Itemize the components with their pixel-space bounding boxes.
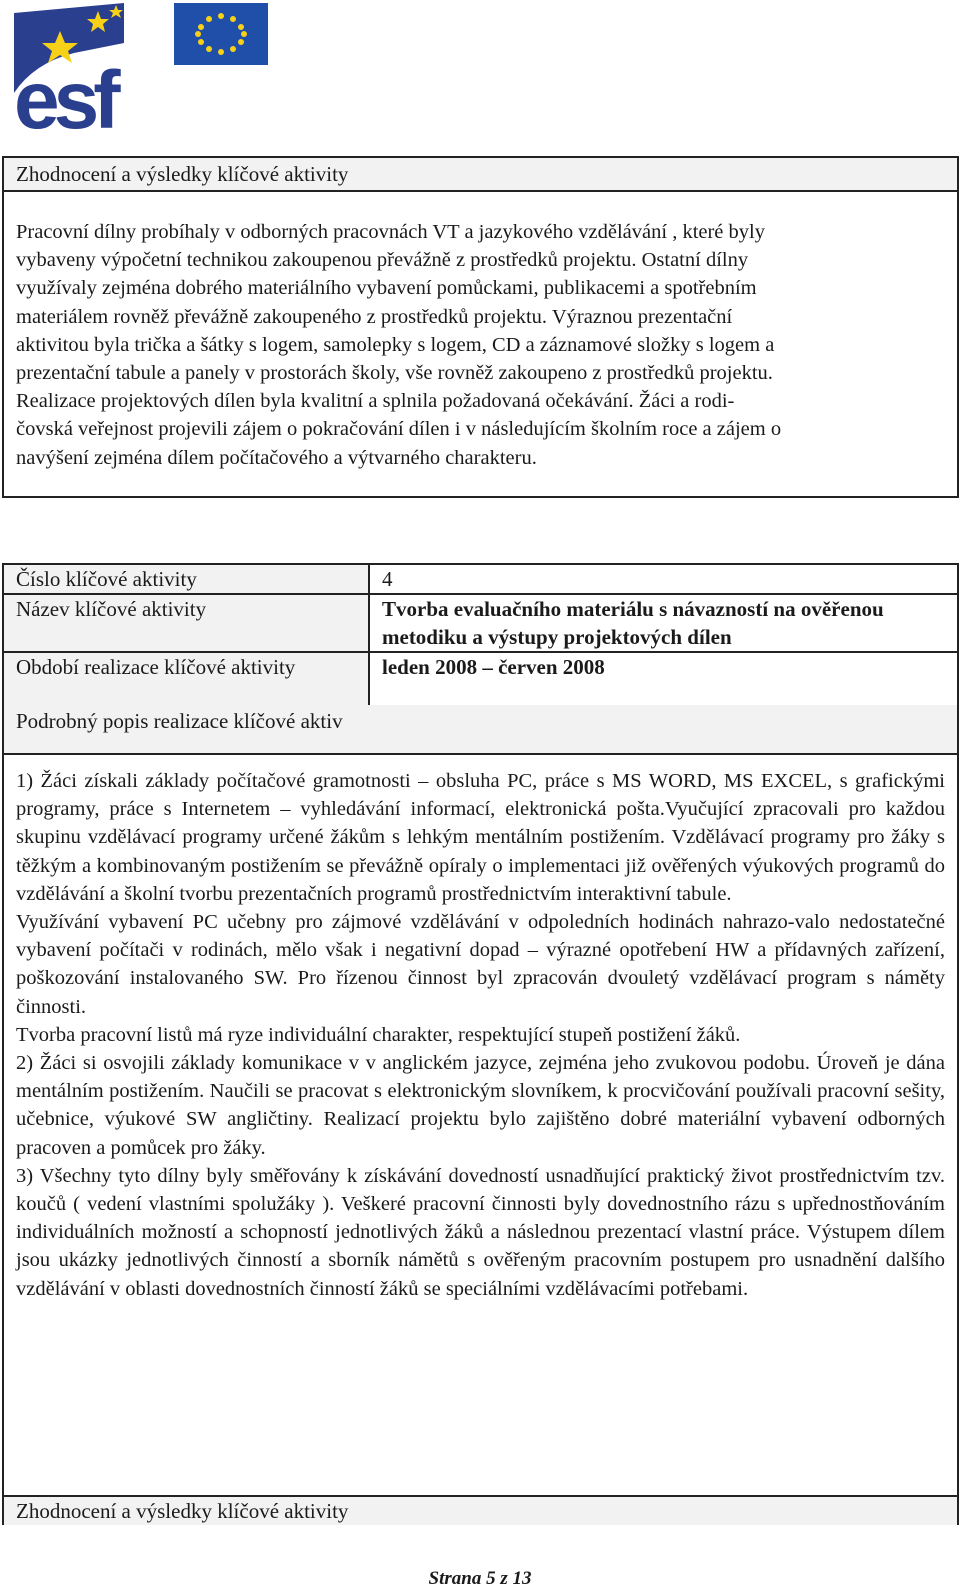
activity-period-label: Období realizace klíčové aktivity — [4, 653, 370, 707]
paragraph: 1) Žáci získali základy počítačové gramotnosti – obsluha PC, práce s MS WORD, MS EXCEL, s grafickými programy, práce s Internetem – vyhledávání informací, elektronická pošta.Vyučující zpracovali pro každou skupinu vzdělávací programy určené žákům s lehkým mentálním postižením. Vzdělávací programy pro žáky s těžkým a kombinovaným postižením se převážně opíraly o implementaci již ověřených výukových programů do vzdělávání a školní tvorbu prezentačních programů prostřednictvím interaktivní tabule. — [16, 770, 945, 905]
paragraph: 3) Všechny tyto dílny byly směřovány k získávání dovedností usnadňující praktický život prostřednictvím tzv. koučů ( vedení vlastními spolužáky ). Veškeré pracovní činnosti byly dovednostního rázu s upřednostňováním individuálních možností a schopností jednotlivých žáků a následnou prezentací vlastní práce. Výstupem dílem jsou ukázky jednotlivých činností a sborník námětů s ověřeným pracovním postupem pro usnadnění dalšího vzdělávání v oblasti dovednostních činností žáků se speciálními vzdělávacími potřebami. — [16, 1164, 945, 1300]
esf-logo — [14, 3, 274, 133]
text-line: aktivitou byla trička a šátky s logem, samolepky s logem, CD a záznamové složky s logem a — [16, 333, 775, 356]
activity-name-label: Název klíčové aktivity — [4, 595, 370, 651]
paragraph: 2) Žáci si osvojili základy komunikace v v anglickém jazyce, zejména jeho zvukovou podobu. Úroveň je dána mentálním postižením. Naučili se pracovat s elektronickým slovníkem, k procvičování používali pracovní sešity, učebnice, výukové SW angličtiny. Realizací projektu bylo zajištěno dobré materiální vybavení odborných pracoven a pomůcek pro žáky. — [16, 1052, 945, 1159]
activity-period-value: leden 2008 – červen 2008 — [382, 655, 605, 679]
text-line: vybaveny výpočetní technikou zakoupenou převážně z prostředků projektu. Ostatní dílny — [16, 249, 749, 272]
activity-period-row — [4, 653, 957, 707]
paragraph: Využívání vybavení PC učebny pro zájmové vzdělávání v odpoledních hodinách nahrazo-valo nedostatečné vybavení počítači v rodinách, mělo však i negativní dopad – výrazné opotřebení HW a přídavných zařízení, poškozování instalovaného SW. Pro řízenou činnost byl zpracován dvouletý vzdělávací program s náměty činnosti. — [16, 911, 945, 1018]
text-line: Pracovní dílny probíhaly v odborných pracovnách VT a jazykového vzdělávání , které byly — [16, 221, 765, 243]
text-line: využívaly zejména dobrého materiálního vybavení pomůckami, publikacemi a spotřebním — [16, 277, 757, 300]
detail-section — [2, 705, 959, 1523]
detail-text — [4, 755, 957, 1303]
activity-number-row — [4, 565, 957, 595]
activity-name-row — [4, 595, 957, 653]
section-header: Zhodnocení a výsledky klíčové aktivity — [4, 158, 957, 192]
activity-table — [2, 563, 959, 709]
page-number: Strana 5 z 13 — [428, 1568, 532, 1589]
evaluation-section-2 — [2, 1495, 959, 1525]
eu-flag — [174, 3, 268, 65]
text-line: prezentační tabule a panely v prostorách školy, vše rovněž zakoupeno z prostředků projektu. — [16, 362, 773, 385]
evaluation-text — [4, 192, 957, 472]
text-line: čovská veřejnost projevili zájem o pokračování dílen i v následujícím školním roce a zájem o — [16, 418, 782, 441]
esf-wordmark: esf — [14, 55, 115, 133]
text-line: materiálem rovněž převážně zakoupeného z prostředků projektu. Výraznou prezentační — [16, 305, 733, 328]
text-line: navýšení zejména dílem počítačového a výtvarného charakteru. — [16, 446, 537, 469]
paragraph: Tvorba pracovní listů má ryze individuální charakter, respektující stupeň postižení žáků. — [16, 1023, 741, 1046]
activity-name-value: Tvorba evaluačního materiálu s návazností na ověřenou metodiku a výstupy projektových dílen — [382, 597, 884, 649]
evaluation-section — [2, 156, 959, 498]
section-header: Zhodnocení a výsledky klíčové aktivity — [4, 1497, 957, 1525]
activity-number-label: Číslo klíčové aktivity — [4, 565, 370, 593]
section-header: Podrobný popis realizace klíčové aktiv — [4, 705, 957, 755]
text-line: Realizace projektových dílen byla kvalitní a splnila požadovaná očekávání. Žáci a rodi- — [16, 390, 735, 413]
activity-number-value: 4 — [382, 567, 393, 591]
